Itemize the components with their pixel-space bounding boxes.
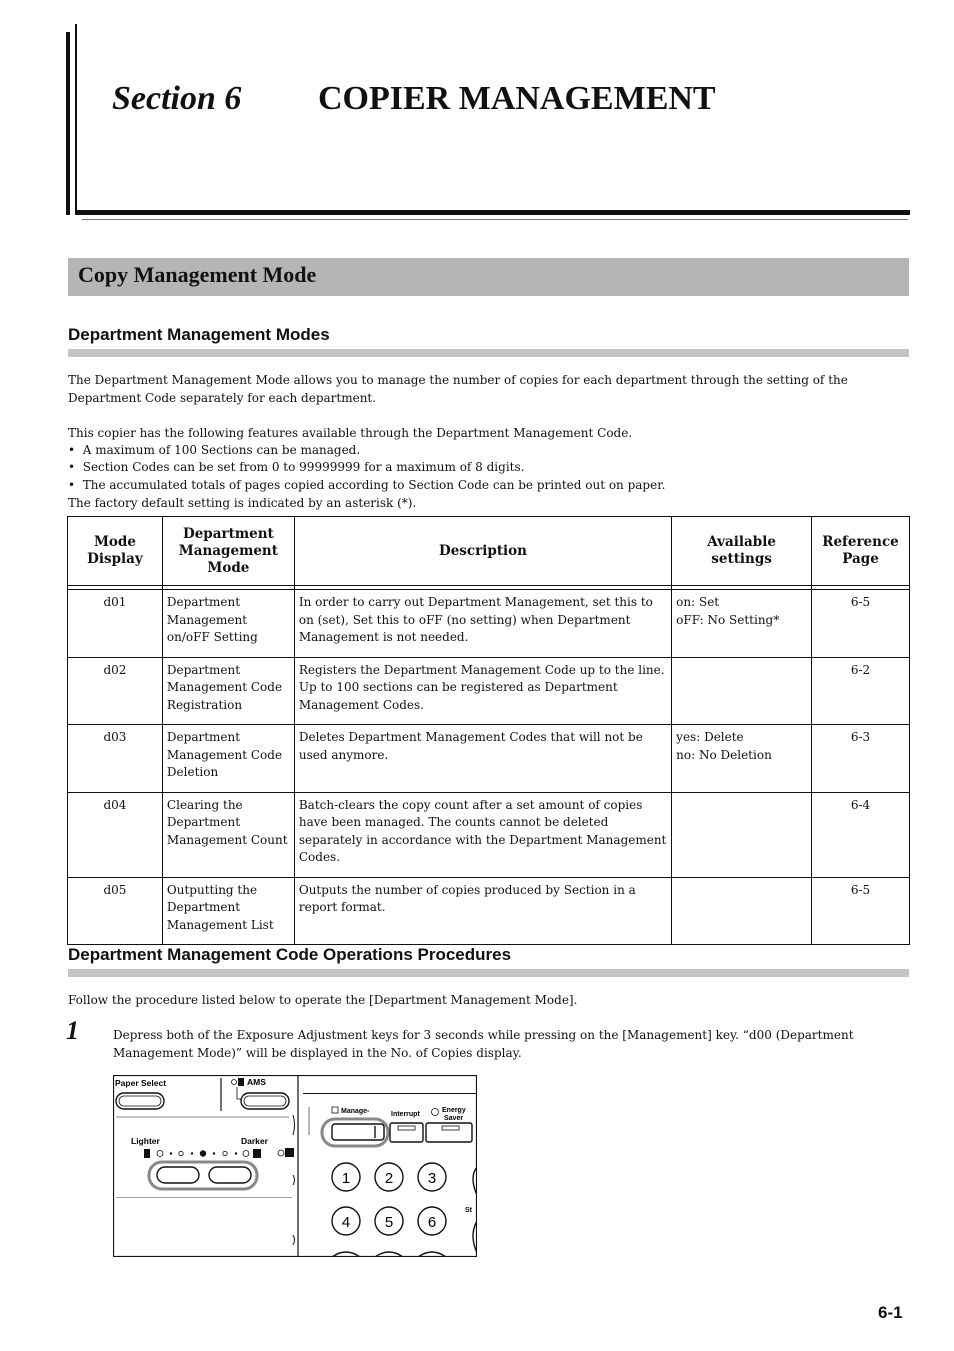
exposure-led xyxy=(170,1152,172,1154)
dept-modes-intro: The Department Management Mode allows you to manage the number of copies for each department through the setting of the Department Code separately for each department. xyxy=(68,373,848,405)
table-row xyxy=(68,725,910,793)
darker-button[interactable] xyxy=(209,1167,251,1183)
table-header-row xyxy=(68,517,910,586)
operation-panel-illustration xyxy=(113,1075,477,1257)
page-number: 6-1 xyxy=(878,1303,903,1322)
col-header-dept-mode: Department Management Mode xyxy=(162,517,294,586)
chapter-band-title: Copy Management Mode xyxy=(78,262,317,287)
number-key-label: 5 xyxy=(384,1214,394,1231)
ams-label: AMS xyxy=(247,1077,266,1087)
panel-thin-line xyxy=(116,1197,292,1198)
setting-line: yes: Delete xyxy=(676,730,744,744)
cell-description: Deletes Department Management Codes that will not be used anymore. xyxy=(294,725,671,793)
procedures-heading-bar xyxy=(68,969,909,977)
default-note: The factory default setting is indicated by an asterisk (*). xyxy=(68,496,417,510)
manage-label: Manage- xyxy=(341,1108,370,1115)
cell-settings xyxy=(672,590,812,658)
bullet-item: • The accumulated totals of pages copied according to Section Code can be printed out on paper. xyxy=(68,478,666,492)
cell-name: Clearing the Department Management Count xyxy=(162,792,294,877)
section-label: Section 6 xyxy=(112,80,242,117)
cell-settings xyxy=(672,657,812,725)
auto-exposure-icon xyxy=(285,1148,294,1157)
cell-description: Outputs the number of copies produced by Section in a report format. xyxy=(294,877,671,945)
exposure-led-active xyxy=(200,1150,206,1156)
paper-select-button[interactable] xyxy=(116,1093,164,1109)
step-number: 1 xyxy=(66,1016,79,1045)
cell-settings xyxy=(672,725,812,793)
lighter-button[interactable] xyxy=(157,1167,199,1183)
col-header-mode-display: Mode Display xyxy=(68,517,163,586)
cell-mode: d05 xyxy=(68,877,163,945)
header-frame-left-bar-inner xyxy=(75,24,77,215)
setting-line: oFF: No Setting* xyxy=(676,612,780,627)
number-key-label: 4 xyxy=(341,1214,351,1231)
bullet-text: Section Codes can be set from 0 to 99999999 for a maximum of 8 digits. xyxy=(82,460,525,474)
exposure-led xyxy=(235,1152,237,1154)
saver-label: Saver xyxy=(444,1115,464,1122)
col-header-available: Available settings xyxy=(672,517,812,586)
dept-modes-features-intro: This copier has the following features available through the Department Management Code. xyxy=(68,426,633,440)
energy-label: Energy xyxy=(442,1107,466,1114)
start-label-partial: St xyxy=(465,1207,472,1214)
cell-settings xyxy=(672,877,812,945)
cell-description: In order to carry out Department Management, set this to on (set), Set this to oFF (no setting) when Department Management is not needed. xyxy=(294,590,671,658)
cell-mode: d02 xyxy=(68,657,163,725)
setting-line: no: No Deletion xyxy=(676,747,772,762)
exposure-led xyxy=(213,1152,215,1154)
cell-page: 6-5 xyxy=(812,877,910,945)
cell-description: Batch-clears the copy count after a set amount of copies have been managed. The counts cannot be deleted separately in accordance with the Department Management Codes. xyxy=(294,792,671,877)
table-row xyxy=(68,877,910,945)
dept-modes-table xyxy=(67,516,910,945)
cell-page: 6-4 xyxy=(812,792,910,877)
procedures-heading: Department Management Code Operations Procedures xyxy=(68,945,512,964)
cell-name: Department Management on/oFF Setting xyxy=(162,590,294,658)
cell-description: Registers the Department Management Code up to the line. Up to 100 sections can be registered as Department Management Codes. xyxy=(294,657,671,725)
section-title: COPIER MANAGEMENT xyxy=(318,80,716,117)
exposure-led xyxy=(191,1152,193,1154)
darker-label: Darker xyxy=(241,1136,268,1146)
dept-modes-heading-bar xyxy=(68,349,909,357)
number-key-label: 2 xyxy=(384,1170,394,1187)
header-frame-bottom-rule xyxy=(75,210,910,215)
bullet-item: • A maximum of 100 Sections can be managed. xyxy=(68,443,361,457)
cell-name: Outputting the Department Management List xyxy=(162,877,294,945)
ams-button[interactable] xyxy=(241,1093,289,1109)
panel-thin-line xyxy=(303,1093,477,1094)
cell-page: 6-5 xyxy=(812,590,910,658)
dept-modes-heading: Department Management Modes xyxy=(68,325,330,344)
number-key-label: 6 xyxy=(427,1214,437,1231)
cell-page: 6-3 xyxy=(812,725,910,793)
cell-name: Department Management Code Deletion xyxy=(162,725,294,793)
table-row xyxy=(68,792,910,877)
ams-paper-icon xyxy=(238,1078,244,1086)
col-header-description: Description xyxy=(294,517,671,586)
procedures-intro: Follow the procedure listed below to operate the [Department Management Mode]. xyxy=(68,993,578,1007)
paper-select-label: Paper Select xyxy=(115,1078,167,1088)
cell-mode: d01 xyxy=(68,590,163,658)
darker-icon xyxy=(253,1149,261,1158)
interrupt-label: Interrupt xyxy=(391,1111,420,1118)
setting-line: on: Set xyxy=(676,595,720,609)
bullet-text: A maximum of 100 Sections can be managed. xyxy=(82,443,361,457)
lighter-label: Lighter xyxy=(131,1136,160,1146)
header-frame-bottom-rule-thin xyxy=(82,219,908,220)
lighter-icon xyxy=(144,1149,150,1158)
number-key-label: 1 xyxy=(341,1170,351,1187)
cell-mode: d04 xyxy=(68,792,163,877)
table-row xyxy=(68,657,910,725)
number-key-label: 3 xyxy=(427,1170,437,1187)
cell-name: Department Management Code Registration xyxy=(162,657,294,725)
header-frame-left-bar-outer xyxy=(66,32,70,215)
step-text: Depress both of the Exposure Adjustment keys for 3 seconds while pressing on the [Management] key. “d00 (Department Management Mode)” will be displayed in the No. of Copies display. xyxy=(113,1028,854,1060)
manage-button[interactable] xyxy=(332,1124,384,1140)
bullet-text: The accumulated totals of pages copied according to Section Code can be printed out on paper. xyxy=(82,478,666,492)
col-header-reference: Reference Page xyxy=(812,517,910,586)
cell-page: 6-2 xyxy=(812,657,910,725)
cell-settings xyxy=(672,792,812,877)
cell-mode: d03 xyxy=(68,725,163,793)
bullet-item: • Section Codes can be set from 0 to 99999999 for a maximum of 8 digits. xyxy=(68,460,525,474)
table-row xyxy=(68,590,910,658)
